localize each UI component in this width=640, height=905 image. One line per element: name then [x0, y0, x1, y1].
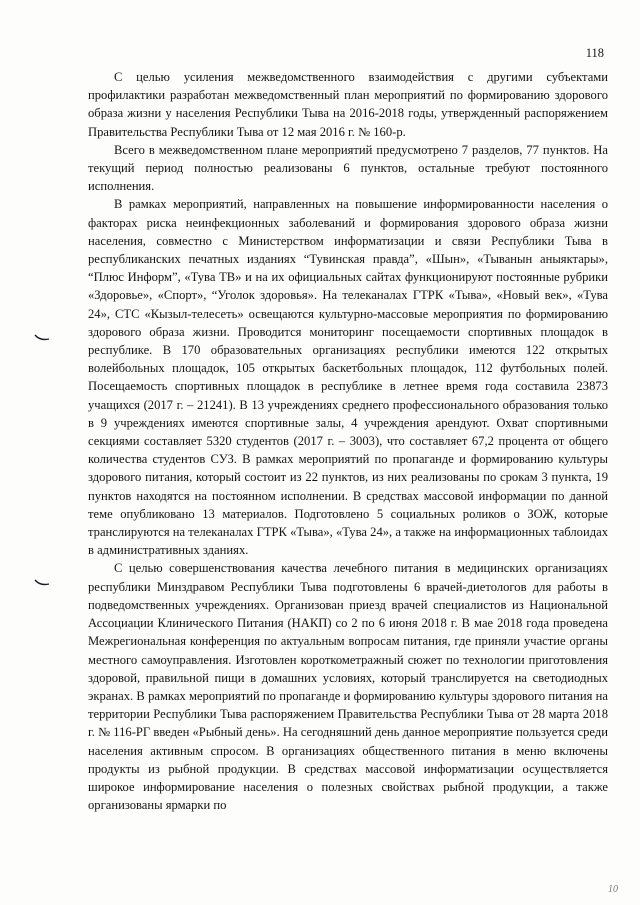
page-number: 118: [585, 46, 604, 60]
margin-check-mark: [34, 578, 50, 587]
handwritten-scribble: 10: [608, 884, 618, 895]
paragraph-awareness: В рамках мероприятий, направленных на повышение информированности населения о факторах риска неинфекционных заболеваний и формирования здорового образа жизни населения, совместно с Министерством информатизации и связи Республики Тыва в республиканских печатных изданиях “Тувинская правда”, «Шын», «Тыванын аныяктары», “Плюс Информ”, «Тува ТВ» и на их официальных сайтах функционируют постоянные рубрики «Здоровье», «Спорт», “Уголок здоровья». На телеканалах ГТРК «Тыва», «Новый век», «Тува 24», СТС «Кызыл-телесеть» освещаются культурно-массовые мероприятия по формированию здорового образа жизни. Проводится мониторинг посещаемости спортивных площадок в республике. В 170 образовательных организациях республики имеются 122 открытых волейбольных площадок, 105 открытых баскетбольных площадок, 112 футбольных полей. Посещаемость спортивных площадок в республике в летнее время года составила 23873 учащихся (2017 г. – 21241). В 13 учреждениях среднего профессионального образования только в 9 учреждениях имеются спортивные залы, 4 учреждения арендуют. Охват спортивными секциями составляет 5320 студентов (2017 г. – 3003), что составляет 67,2 процента от общего количества студентов СУЗ. В рамках мероприятий по пропаганде и формированию культуры здорового питания, который состоит из 22 пунктов, из них реализованы по срокам 3 пункта, 19 пунктов находятся на постоянном исполнении. В средствах массовой информации по данной теме опубликовано 13 материалов. Подготовлено 5 социальных роликов о ЗОЖ, которые транслируются на телеканалах ГТРК «Тыва», «Тува 24», а также на информационных таблоидах в административных зданиях.: [88, 197, 608, 558]
body-text: [88, 68, 608, 814]
paragraph-plan: С целью усиления межведомственного взаимодействия с другими субъектами профилактики разработан межведомственный план мероприятий по формированию здорового образа жизни у населения Республики Тыва на 2016-2018 годы, утвержденный распоряжением Правительства Республики Тыва от 12 мая 2016 г. № 160-р.: [88, 70, 608, 139]
margin-check-mark: [34, 333, 50, 342]
paragraph-nutrition: С целью совершенствования качества лечебного питания в медицинских организациях республики Минздравом Республики Тыва подготовлены 6 врачей-диетологов для работы в подведомственных учреждениях. Организован приезд врачей специалистов из Национальной Ассоциации Клинического Питания (НАКП) со 2 по 6 июня 2018 г. В мае 2018 года проведена Межрегиональная конференция по актуальным вопросам питания, где приняли участие органы местного самоуправления. Изготовлен короткометражный сюжет по технологии приготовления здоровой, правильной пищи в домашних условиях, который транслируется на светодиодных экранах. В рамках мероприятий по пропаганде и формированию культуры здорового питания на территории Республики Тыва распоряжением Правительства Республики Тыва от 28 марта 2018 г. № 116-РГ введен «Рыбный день». На сегодняшний день данное мероприятие пользуется среди населения активным спросом. В организациях общественного питания в меню включены продукты из рыбной продукции. В средствах массовой информатизации осуществляется широкое информирование населения о полезных свойствах рыбной продукции, а также организованы ярмарки по: [88, 561, 608, 813]
paragraph-sections: Всего в межведомственном плане мероприятий предусмотрено 7 разделов, 77 пунктов. На текущий период полностью реализованы 6 пунктов, остальные требуют постоянного исполнения.: [88, 142, 608, 194]
